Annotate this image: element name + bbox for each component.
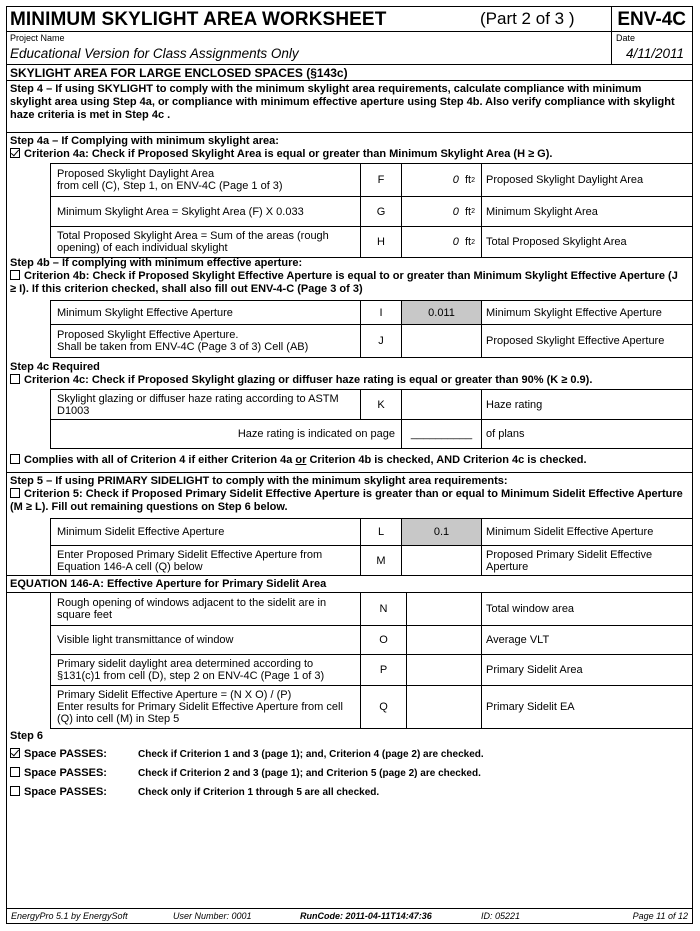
row-k-value[interactable]: [402, 390, 482, 419]
criterion-4b: [10, 270, 686, 296]
row-o-letter: O: [361, 626, 407, 654]
row-j-value[interactable]: [402, 325, 482, 357]
complies-checkbox[interactable]: [10, 454, 20, 464]
worksheet-title: MINIMUM SKYLIGHT AREA WORKSHEET: [10, 9, 387, 30]
row-n-desc: Rough opening of windows adjacent to the sidelit are in square feet: [50, 593, 361, 625]
row-f-label: Proposed Skylight Daylight Area: [486, 174, 644, 186]
step4c-heading: Step 4c Required: [10, 361, 100, 373]
space-passes-checkbox-3[interactable]: [10, 786, 20, 796]
divider: [7, 472, 692, 473]
row-g-desc: Minimum Skylight Area = Skylight Area (F) X 0.033: [50, 197, 361, 226]
criterion-4a-checkbox[interactable]: [10, 148, 20, 158]
table-row: [50, 686, 692, 729]
criterion-5: Criterion 5: Check if Proposed Primary Sidelit Effective Aperture is greater than or equal to Minimum Sidelit Effective Aperture (M ≥ L). Fill out remaining questions on Step 6 below.: [10, 488, 683, 513]
step6-item-2: Space PASSES:: [10, 767, 107, 780]
row-j-label: Proposed Skylight Effective Aperture: [486, 335, 665, 347]
table-4c: [50, 389, 692, 449]
row-j-letter: J: [361, 325, 402, 357]
table-equation: [50, 593, 692, 729]
criterion-4c-label: Criterion 4c: Check if Proposed Skylight glazing or diffuser haze rating is equal or greater than 90% (K ≥ 0.9).: [24, 374, 593, 386]
row-l-desc: Minimum Sidelit Effective Aperture: [50, 519, 361, 545]
row-g-letter: G: [361, 197, 402, 226]
project-row: [7, 32, 692, 65]
criterion-4b-checkbox[interactable]: [10, 270, 20, 280]
table-5: [50, 518, 692, 575]
equation-heading-row: [7, 575, 692, 593]
step5-heading: Step 5 – If using PRIMARY SIDELIGHT to comply with the minimum skylight area requirements:: [10, 475, 508, 487]
table-row: [50, 227, 692, 258]
haze-page-value[interactable]: __________: [402, 420, 482, 448]
table-row: [50, 164, 692, 197]
table-row: [50, 390, 692, 420]
row-h-value[interactable]: 0 ft 2: [402, 227, 482, 257]
table-row: [50, 325, 692, 358]
row-i-desc: Minimum Skylight Effective Aperture: [50, 301, 361, 324]
haze-page-label: of plans: [486, 428, 525, 440]
space-passes-checkbox-1[interactable]: [10, 748, 20, 758]
step4-text: Step 4 – If using SKYLIGHT to comply with the minimum skylight area requirements, calculate compliance with minimum skylight area using Step 4a, or compliance with minimum effective aperture using Step 4b. Also verify compliance with skylight haze criteria is met in Step 4c .: [10, 83, 675, 121]
criterion-4c: [10, 374, 592, 387]
criterion-4a-label: Criterion 4a: Check if Proposed Skylight Area is equal or greater than Minimum Skylight Area (H ≥ G).: [24, 148, 553, 160]
row-q-label: Primary Sidelit EA: [486, 701, 575, 713]
header-bar: [7, 7, 692, 32]
worksheet-page: [6, 6, 693, 924]
step6-item-1: Space PASSES:: [10, 748, 107, 761]
criterion-5-checkbox[interactable]: [10, 488, 20, 498]
row-k-label: Haze rating: [486, 398, 543, 411]
row-o-value[interactable]: [407, 626, 482, 654]
footer: [7, 908, 692, 923]
step4a-heading: Step 4a – If Complying with minimum skylight area:: [10, 135, 279, 147]
row-h-desc: Total Proposed Skylight Area = Sum of the areas (rough opening) of each individual skylight: [50, 227, 361, 257]
row-p-letter: P: [361, 655, 407, 685]
row-o-desc: Visible light transmittance of window: [50, 626, 361, 654]
footer-page: Page 11 of 12: [632, 911, 688, 921]
table-row: [50, 197, 692, 227]
row-g-value[interactable]: 0 ft 2: [402, 197, 482, 226]
footer-software: EnergyPro 5.1 by EnergySoft: [11, 911, 128, 921]
row-p-desc: Primary sidelit daylight area determined according to §131(c)1 from cell (D), step 2 on ENV-4C (Page 1 of 3): [50, 655, 361, 685]
row-n-value[interactable]: [407, 593, 482, 625]
row-l-letter: L: [361, 519, 402, 545]
row-m-letter: M: [361, 546, 402, 576]
row-f-letter: F: [361, 164, 402, 196]
project-name: Educational Version for Class Assignments Only: [10, 46, 299, 61]
row-o-label: Average VLT: [486, 634, 550, 646]
footer-runcode: RunCode: 2011-04-11T14:47:36: [300, 911, 432, 921]
row-i-label: Minimum Skylight Effective Aperture: [486, 306, 662, 319]
row-q-letter: Q: [361, 686, 407, 728]
step6-item-3: Space PASSES:: [10, 786, 107, 799]
criterion-4c-checkbox[interactable]: [10, 374, 20, 384]
row-q-desc: Primary Sidelit Effective Aperture = (N X O) / (P) Enter results for Primary Sidelit Effective Aperture from cell (Q) into cell (M) in Step 5: [50, 686, 361, 728]
project-name-label: Project Name: [10, 33, 65, 43]
table-row: [50, 519, 692, 546]
haze-page-desc: Haze rating is indicated on page: [50, 420, 402, 448]
row-i-value: 0.011: [402, 301, 482, 324]
date-value: 4/11/2011: [625, 46, 684, 61]
space-passes-checkbox-2[interactable]: [10, 767, 20, 777]
row-k-desc: Skylight glazing or diffuser haze rating according to ASTM D1003: [50, 390, 361, 419]
section-title-row: [7, 65, 692, 81]
row-f-desc: Proposed Skylight Daylight Area from cell (C), Step 1, on ENV-4C (Page 1 of 3): [50, 164, 361, 196]
table-row: [50, 593, 692, 626]
step6-heading: Step 6: [10, 730, 44, 742]
row-p-value[interactable]: [407, 655, 482, 685]
table-4a: [50, 163, 692, 253]
row-l-value: 0.1: [402, 519, 482, 545]
footer-user: User Number: 0001: [173, 911, 252, 921]
row-n-label: Total window area: [486, 603, 575, 615]
part-indicator: (Part 2 of 3 ): [480, 9, 575, 28]
row-h-label: Total Proposed Skylight Area: [486, 236, 627, 248]
row-g-label: Minimum Skylight Area: [486, 205, 598, 218]
criterion-4b-label: Criterion 4b: Check if Proposed Skylight Effective Aperture is equal to or greater than Minimum Skylight Effective Aperture (J ≥ I). If this criterion checked, shall also fill out ENV-4-C (Page 3 of 3): [10, 270, 678, 295]
criterion-4a: [10, 148, 552, 161]
row-p-label: Primary Sidelit Area: [486, 664, 583, 676]
row-m-value[interactable]: [402, 546, 482, 576]
table-row: [50, 301, 692, 325]
complies-line: Complies with all of Criterion 4 if either Criterion 4a or Criterion 4b is checked, AND Criterion 4c is checked.: [10, 454, 587, 467]
step4-intro: [7, 81, 692, 133]
form-code: ENV-4C: [617, 9, 686, 30]
row-k-letter: K: [361, 390, 402, 419]
row-n-letter: N: [361, 593, 407, 625]
step6-note-2: Check if Criterion 2 and 3 (page 1); and Criterion 5 (page 2) are checked.: [138, 768, 481, 779]
row-q-value[interactable]: [407, 686, 482, 728]
table-4b: [50, 300, 692, 357]
step6-note-1: Check if Criterion 1 and 3 (page 1); and, Criterion 4 (page 2) are checked.: [138, 749, 484, 760]
row-m-label: Proposed Primary Sidelit Effective Aperture: [486, 549, 653, 573]
section-title: SKYLIGHT AREA FOR LARGE ENCLOSED SPACES (§143c): [10, 66, 348, 80]
row-i-letter: I: [361, 301, 402, 324]
row-f-value[interactable]: 0 ft 2: [402, 164, 482, 196]
table-row: [50, 546, 692, 576]
table-row: [50, 420, 692, 449]
footer-id: ID: 05221: [481, 911, 521, 921]
row-l-label: Minimum Sidelit Effective Aperture: [486, 526, 654, 538]
step4b-heading: Step 4b – If complying with minimum effective aperture:: [10, 257, 303, 269]
row-m-desc: Enter Proposed Primary Sidelit Effective Aperture from Equation 146-A cell (Q) below: [50, 546, 361, 576]
table-row: [50, 626, 692, 655]
date-label: Date: [616, 33, 636, 43]
row-j-desc: Proposed Skylight Effective Aperture. Shall be taken from ENV-4C (Page 3 of 3) Cell (AB): [50, 325, 361, 357]
row-h-letter: H: [361, 227, 402, 257]
equation-heading: EQUATION 146-A: Effective Aperture for Primary Sidelit Area: [10, 578, 327, 590]
step6-note-3: Check only if Criterion 1 through 5 are all checked.: [138, 787, 380, 798]
table-row: [50, 655, 692, 686]
